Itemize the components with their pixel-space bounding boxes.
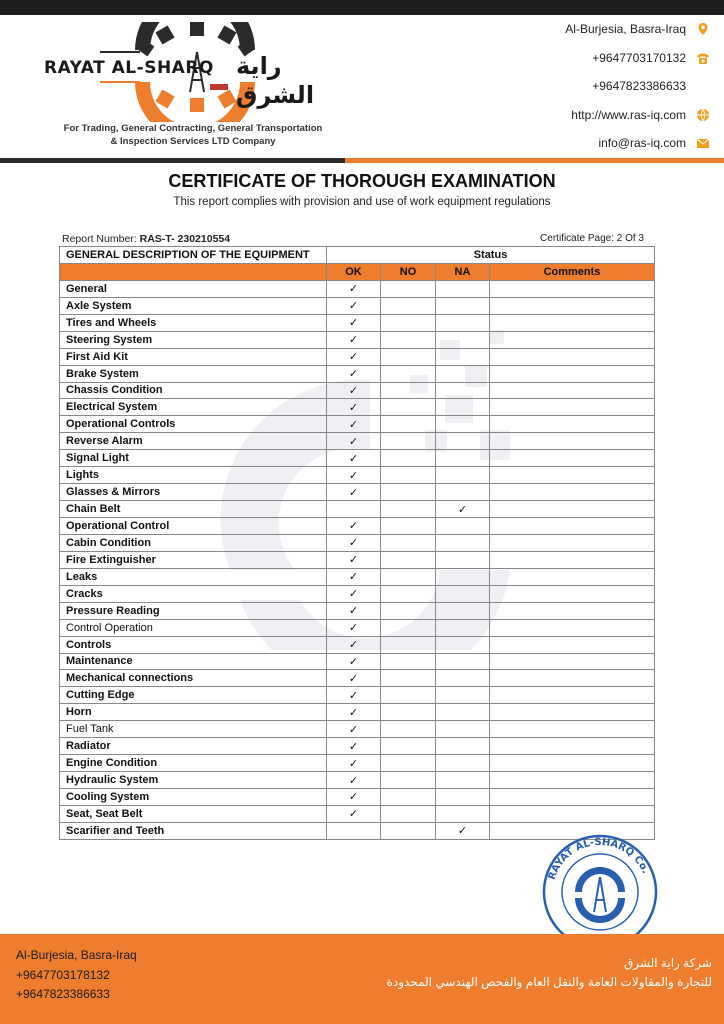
check-mark-icon: ✓: [457, 825, 468, 838]
comments-cell: [490, 433, 655, 450]
status-ok-cell: [327, 551, 381, 568]
status-no-cell: [381, 450, 436, 467]
stamp-text: RAYAT AL-SHARQ Co.: [546, 836, 651, 882]
status-no-cell: [381, 399, 436, 416]
comments-cell: [490, 721, 655, 738]
status-no-cell: [381, 348, 436, 365]
envelope-icon: [696, 136, 710, 150]
check-mark-icon: ✓: [348, 317, 359, 330]
company-tagline: [40, 122, 346, 148]
col-no-header: NO: [381, 263, 436, 280]
status-ok-cell: [327, 585, 381, 602]
footer-address: Al-Burjesia, Basra-Iraq: [16, 948, 137, 962]
status-na-cell: [436, 653, 490, 670]
table-subheader-row: [60, 263, 655, 280]
table-row: [60, 738, 655, 755]
status-ok-cell: [327, 755, 381, 772]
status-na-cell: [436, 704, 490, 721]
status-na-cell: [436, 433, 490, 450]
status-na-cell: [436, 314, 490, 331]
table-row: [60, 416, 655, 433]
status-na-cell: [436, 551, 490, 568]
check-mark-icon: ✓: [348, 774, 359, 787]
check-mark-icon: ✓: [348, 334, 359, 347]
equipment-item-label: Seat, Seat Belt: [60, 805, 327, 822]
status-ok-cell: [327, 501, 381, 518]
table-row: [60, 399, 655, 416]
header-stripe-orange: [345, 158, 724, 163]
comments-cell: [490, 619, 655, 636]
status-na-cell: [436, 348, 490, 365]
check-mark-icon: ✓: [348, 689, 359, 702]
status-no-cell: [381, 772, 436, 789]
status-no-cell: [381, 585, 436, 602]
check-mark-icon: ✓: [348, 740, 359, 753]
status-no-cell: [381, 653, 436, 670]
address-text: Al-Burjesia, Basra-Iraq: [565, 22, 686, 36]
status-ok-cell: [327, 822, 381, 839]
comments-cell: [490, 738, 655, 755]
check-mark-icon: ✓: [348, 368, 359, 381]
footer-company-ar: شركة راية الشرق: [623, 956, 712, 970]
comments-cell: [490, 416, 655, 433]
equipment-item-label: Mechanical connections: [60, 670, 327, 687]
comments-cell: [490, 399, 655, 416]
status-no-cell: [381, 619, 436, 636]
check-mark-icon: ✓: [348, 622, 359, 635]
equipment-item-label: Cooling System: [60, 789, 327, 806]
col-na-header: NA: [436, 263, 490, 280]
examination-table: [59, 246, 655, 840]
table-row: [60, 670, 655, 687]
comments-cell: [490, 450, 655, 467]
status-na-cell: [436, 670, 490, 687]
check-mark-icon: ✓: [348, 588, 359, 601]
contact-phone-1: [565, 51, 710, 80]
top-bar: [0, 0, 724, 15]
equipment-item-label: Scarifier and Teeth: [60, 822, 327, 839]
status-no-cell: [381, 280, 436, 297]
status-na-cell: [436, 687, 490, 704]
table-row: [60, 280, 655, 297]
comments-cell: [490, 518, 655, 535]
status-ok-cell: [327, 416, 381, 433]
comments-cell: [490, 297, 655, 314]
check-mark-icon: ✓: [348, 605, 359, 618]
check-mark-icon: ✓: [348, 452, 359, 465]
equipment-item-label: Operational Controls: [60, 416, 327, 433]
document-title: CERTIFICATE OF THOROUGH EXAMINATION: [168, 171, 556, 191]
table-row: [60, 551, 655, 568]
report-number-value: RAS-T- 230210554: [139, 233, 231, 245]
equipment-item-label: Axle System: [60, 297, 327, 314]
check-mark-icon: ✓: [348, 571, 359, 584]
status-no-cell: [381, 687, 436, 704]
equipment-item-label: Controls: [60, 636, 327, 653]
contact-phone-2: [565, 79, 710, 108]
equipment-item-label: First Aid Kit: [60, 348, 327, 365]
table-row: [60, 568, 655, 585]
report-number-label: Report Number:: [62, 233, 137, 245]
col-ok-header: OK: [327, 263, 381, 280]
equipment-item-label: Steering System: [60, 331, 327, 348]
table-row: [60, 755, 655, 772]
telephone-icon: [696, 51, 710, 65]
status-no-cell: [381, 297, 436, 314]
table-row: [60, 501, 655, 518]
desc-header: GENERAL DESCRIPTION OF THE EQUIPMENT: [60, 247, 327, 264]
status-ok-cell: [327, 704, 381, 721]
status-na-cell: [436, 484, 490, 501]
status-ok-cell: [327, 568, 381, 585]
check-mark-icon: ✓: [348, 537, 359, 550]
status-no-cell: [381, 822, 436, 839]
check-mark-icon: ✓: [348, 283, 359, 296]
equipment-item-label: Fire Extinguisher: [60, 551, 327, 568]
check-mark-icon: ✓: [348, 300, 359, 313]
table-row: [60, 450, 655, 467]
equipment-item-label: General: [60, 280, 327, 297]
company-logo: [40, 22, 350, 147]
status-ok-cell: [327, 433, 381, 450]
table-row: [60, 653, 655, 670]
table-row: [60, 602, 655, 619]
equipment-item-label: Signal Light: [60, 450, 327, 467]
location-pin-icon: [696, 22, 710, 36]
certificate-page: Certificate Page: 2 Of 3: [540, 233, 644, 244]
status-ok-cell: [327, 619, 381, 636]
table-row: [60, 314, 655, 331]
check-mark-icon: ✓: [348, 706, 359, 719]
contact-address: [565, 22, 710, 51]
status-no-cell: [381, 738, 436, 755]
status-ok-cell: [327, 670, 381, 687]
table-row: [60, 585, 655, 602]
status-ok-cell: [327, 314, 381, 331]
status-ok-cell: [327, 297, 381, 314]
col-comments-header: Comments: [490, 263, 655, 280]
footer-contact: [16, 946, 137, 1005]
contact-block: [565, 22, 710, 165]
status-ok-cell: [327, 280, 381, 297]
status-na-cell: [436, 585, 490, 602]
status-na-cell: [436, 738, 490, 755]
status-na-cell: [436, 297, 490, 314]
status-na-cell: [436, 534, 490, 551]
check-mark-icon: ✓: [348, 655, 359, 668]
status-na-cell: [436, 416, 490, 433]
equipment-item-label: Glasses & Mirrors: [60, 484, 327, 501]
comments-cell: [490, 805, 655, 822]
status-ok-cell: [327, 653, 381, 670]
status-na-cell: [436, 450, 490, 467]
equipment-item-label: Cabin Condition: [60, 534, 327, 551]
equipment-item-label: Engine Condition: [60, 755, 327, 772]
table-row: [60, 772, 655, 789]
table-row: [60, 518, 655, 535]
equipment-item-label: Cutting Edge: [60, 687, 327, 704]
comments-cell: [490, 687, 655, 704]
table-row: [60, 433, 655, 450]
status-ok-cell: [327, 518, 381, 535]
status-na-cell: [436, 382, 490, 399]
check-mark-icon: ✓: [348, 469, 359, 482]
check-mark-icon: ✓: [348, 384, 359, 397]
header-stripe-dark: [0, 158, 345, 163]
table-row: [60, 348, 655, 365]
status-no-cell: [381, 789, 436, 806]
check-mark-icon: ✓: [348, 757, 359, 770]
status-na-cell: [436, 772, 490, 789]
comments-cell: [490, 636, 655, 653]
comments-cell: [490, 365, 655, 382]
comments-cell: [490, 551, 655, 568]
equipment-item-label: Brake System: [60, 365, 327, 382]
comments-cell: [490, 653, 655, 670]
footer-arabic: [387, 954, 712, 992]
comments-cell: [490, 534, 655, 551]
check-mark-icon: ✓: [348, 723, 359, 736]
phone-2-text: +9647823386633: [592, 79, 686, 93]
check-mark-icon: ✓: [348, 554, 359, 567]
status-no-cell: [381, 721, 436, 738]
equipment-item-label: Hydraulic System: [60, 772, 327, 789]
table-row: [60, 704, 655, 721]
status-no-cell: [381, 518, 436, 535]
table-row: [60, 382, 655, 399]
equipment-item-label: Radiator: [60, 738, 327, 755]
status-ok-cell: [327, 365, 381, 382]
status-ok-cell: [327, 636, 381, 653]
status-header: Status: [327, 247, 655, 264]
status-no-cell: [381, 382, 436, 399]
status-ok-cell: [327, 687, 381, 704]
status-ok-cell: [327, 534, 381, 551]
status-na-cell: [436, 568, 490, 585]
comments-cell: [490, 704, 655, 721]
check-mark-icon: ✓: [348, 672, 359, 685]
equipment-item-label: Pressure Reading: [60, 602, 327, 619]
table-row: [60, 365, 655, 382]
footer-phone-1: +9647703178132: [16, 967, 110, 982]
status-na-cell: [436, 805, 490, 822]
table-body: [60, 280, 655, 839]
equipment-item-label: Operational Control: [60, 518, 327, 535]
status-na-cell: [436, 467, 490, 484]
status-no-cell: [381, 805, 436, 822]
check-mark-icon: ✓: [348, 418, 359, 431]
status-no-cell: [381, 755, 436, 772]
status-ok-cell: [327, 450, 381, 467]
status-na-cell: [436, 721, 490, 738]
comments-cell: [490, 382, 655, 399]
table-row: [60, 467, 655, 484]
tagline-line-1: For Trading, General Contracting, General Transportation: [63, 123, 323, 134]
status-na-cell: [436, 518, 490, 535]
comments-cell: [490, 484, 655, 501]
status-na-cell: [436, 602, 490, 619]
table-header-row: [60, 247, 655, 264]
status-ok-cell: [327, 789, 381, 806]
status-no-cell: [381, 551, 436, 568]
website-link[interactable]: http://www.ras-iq.com: [571, 107, 686, 122]
check-mark-icon: ✓: [348, 351, 359, 364]
status-no-cell: [381, 501, 436, 518]
spacer-icon: [696, 79, 710, 93]
equipment-item-label: Tires and Wheels: [60, 314, 327, 331]
check-mark-icon: ✓: [348, 639, 359, 652]
equipment-item-label: Fuel Tank: [60, 721, 327, 738]
status-ok-cell: [327, 805, 381, 822]
footer-services-ar: للتجارة والمقاولات العامة والنقل العام والفحص الهندسي المحدودة: [386, 975, 712, 989]
status-ok-cell: [327, 348, 381, 365]
company-name-ar: راية الشرق: [236, 53, 315, 109]
equipment-item-label: Chassis Condition: [60, 382, 327, 399]
status-ok-cell: [327, 382, 381, 399]
status-ok-cell: [327, 399, 381, 416]
table-row: [60, 636, 655, 653]
status-na-cell: [436, 399, 490, 416]
equipment-item-label: Lights: [60, 467, 327, 484]
check-mark-icon: ✓: [348, 520, 359, 533]
status-ok-cell: [327, 467, 381, 484]
check-mark-icon: ✓: [348, 486, 359, 499]
comments-cell: [490, 772, 655, 789]
status-ok-cell: [327, 484, 381, 501]
comments-cell: [490, 348, 655, 365]
status-ok-cell: [327, 721, 381, 738]
equipment-item-label: Cracks: [60, 585, 327, 602]
table-row: [60, 331, 655, 348]
table-row: [60, 721, 655, 738]
status-no-cell: [381, 636, 436, 653]
company-name-en: RAYAT AL-SHARQ: [44, 58, 214, 78]
footer-bar: [0, 934, 724, 1024]
status-no-cell: [381, 314, 436, 331]
subheader-blank: [60, 263, 327, 280]
status-no-cell: [381, 568, 436, 585]
check-mark-icon: ✓: [457, 503, 468, 516]
equipment-item-label: Electrical System: [60, 399, 327, 416]
check-mark-icon: ✓: [348, 808, 359, 821]
status-na-cell: [436, 501, 490, 518]
check-mark-icon: ✓: [348, 435, 359, 448]
status-no-cell: [381, 467, 436, 484]
comments-cell: [490, 467, 655, 484]
email-link[interactable]: info@ras-iq.com: [598, 136, 686, 150]
comments-cell: [490, 568, 655, 585]
status-na-cell: [436, 822, 490, 839]
comments-cell: [490, 755, 655, 772]
status-ok-cell: [327, 602, 381, 619]
equipment-item-label: Leaks: [60, 568, 327, 585]
table-row: [60, 789, 655, 806]
comments-cell: [490, 585, 655, 602]
status-na-cell: [436, 789, 490, 806]
comments-cell: [490, 670, 655, 687]
check-mark-icon: ✓: [348, 791, 359, 804]
status-na-cell: [436, 280, 490, 297]
table-row: [60, 805, 655, 822]
comments-cell: [490, 280, 655, 297]
comments-cell: [490, 602, 655, 619]
status-no-cell: [381, 670, 436, 687]
footer-phone-2: +9647823386633: [16, 987, 110, 1001]
table-row: [60, 297, 655, 314]
equipment-item-label: Reverse Alarm: [60, 433, 327, 450]
status-no-cell: [381, 602, 436, 619]
report-number: [62, 233, 230, 245]
comments-cell: [490, 331, 655, 348]
comments-cell: [490, 501, 655, 518]
globe-icon: [696, 108, 710, 122]
status-na-cell: [436, 755, 490, 772]
comments-cell: [490, 314, 655, 331]
status-ok-cell: [327, 738, 381, 755]
phone-1-text: +9647703170132: [592, 50, 686, 65]
table-row: [60, 619, 655, 636]
table-row: [60, 534, 655, 551]
comments-cell: [490, 789, 655, 806]
table-row: [60, 484, 655, 501]
status-na-cell: [436, 331, 490, 348]
status-ok-cell: [327, 772, 381, 789]
contact-website[interactable]: [565, 108, 710, 137]
status-no-cell: [381, 484, 436, 501]
status-no-cell: [381, 365, 436, 382]
status-na-cell: [436, 636, 490, 653]
status-no-cell: [381, 331, 436, 348]
equipment-item-label: Horn: [60, 704, 327, 721]
status-no-cell: [381, 534, 436, 551]
check-mark-icon: ✓: [348, 401, 359, 414]
equipment-item-label: Chain Belt: [60, 501, 327, 518]
tagline-line-2: & Inspection Services LTD Company: [110, 136, 276, 147]
table-row: [60, 687, 655, 704]
document-subtitle: This report complies with provision and use of work equipment regulations: [173, 196, 551, 208]
status-no-cell: [381, 433, 436, 450]
status-ok-cell: [327, 331, 381, 348]
status-na-cell: [436, 365, 490, 382]
equipment-item-label: Maintenance: [60, 653, 327, 670]
equipment-item-label: Control Operation: [60, 619, 327, 636]
status-na-cell: [436, 619, 490, 636]
status-no-cell: [381, 704, 436, 721]
status-no-cell: [381, 416, 436, 433]
